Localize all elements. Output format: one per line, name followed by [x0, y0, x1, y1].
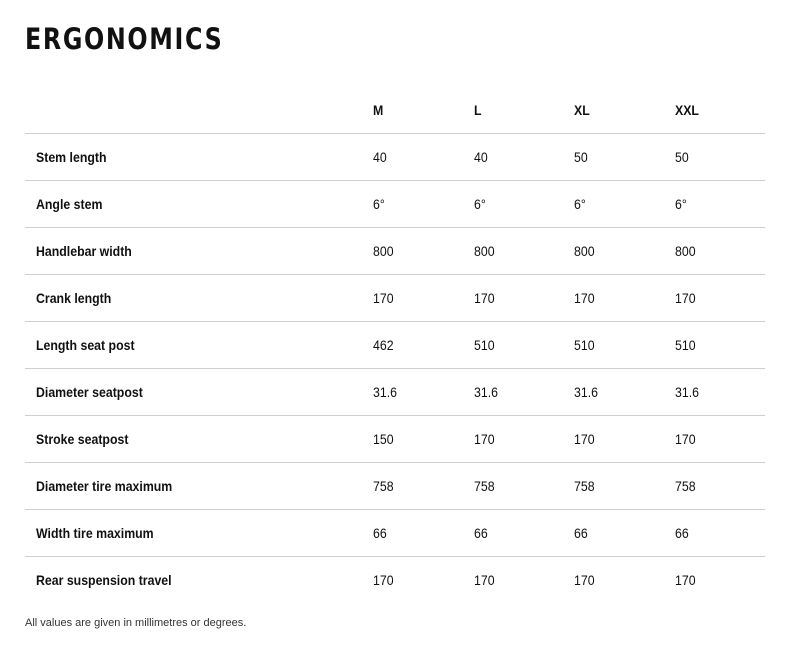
column-header-text: L	[473, 102, 482, 118]
cell-value: 6°	[674, 196, 687, 212]
cell-value: 170	[674, 431, 696, 447]
cell-value: 50	[674, 149, 689, 165]
cell-value: 40	[473, 149, 488, 165]
table-body	[25, 134, 765, 604]
cell-value: 170	[574, 290, 595, 306]
row-label-text: Diameter seatpost	[36, 384, 143, 400]
table-cell	[574, 275, 675, 322]
row-label-text: Diameter tire maximum	[36, 478, 173, 494]
cell-value: 31.6	[674, 384, 699, 400]
cell-value: 31.6	[373, 384, 397, 400]
table-cell	[675, 228, 766, 275]
cell-value: 6°	[473, 196, 486, 212]
column-header-xl	[574, 87, 675, 134]
cell-value: 758	[473, 478, 495, 494]
table-cell	[474, 463, 575, 510]
cell-value: 170	[674, 572, 696, 588]
row-label	[25, 557, 373, 604]
table-cell	[474, 322, 575, 369]
table-cell	[574, 322, 675, 369]
cell-value: 800	[473, 243, 495, 259]
row-label	[25, 228, 373, 275]
cell-value: 66	[473, 525, 488, 541]
table-cell	[675, 416, 766, 463]
cell-value: 170	[373, 572, 394, 588]
cell-value: 800	[373, 243, 394, 259]
cell-value: 758	[574, 478, 595, 494]
table-cell	[574, 510, 675, 557]
column-header-l	[474, 87, 575, 134]
cell-value: 31.6	[574, 384, 598, 400]
cell-value: 170	[473, 431, 495, 447]
row-label	[25, 181, 373, 228]
table-row	[25, 181, 765, 228]
cell-value: 66	[674, 525, 689, 541]
table-cell	[474, 181, 575, 228]
table-cell	[675, 463, 766, 510]
row-label-text: Stem length	[36, 149, 107, 165]
table-cell	[675, 134, 766, 181]
table-cell	[675, 369, 766, 416]
row-label	[25, 416, 373, 463]
header-row	[25, 87, 765, 134]
table-row	[25, 228, 765, 275]
cell-value: 758	[373, 478, 394, 494]
table-cell	[474, 510, 575, 557]
table-row	[25, 510, 765, 557]
table-cell	[675, 557, 766, 604]
footnote: All values are given in millimetres or degrees.	[25, 617, 247, 629]
table-row	[25, 369, 765, 416]
cell-value: 170	[373, 290, 394, 306]
row-label-text: Width tire maximum	[36, 525, 154, 541]
table-cell	[675, 275, 766, 322]
row-label	[25, 510, 373, 557]
column-header-xxl	[675, 87, 766, 134]
table-cell	[574, 463, 675, 510]
table-cell	[373, 463, 474, 510]
table-cell	[574, 369, 675, 416]
table-cell	[474, 416, 575, 463]
table-cell	[574, 228, 675, 275]
table-cell	[675, 322, 766, 369]
table-cell	[373, 557, 474, 604]
table-row	[25, 275, 765, 322]
table-cell	[474, 275, 575, 322]
table-cell	[373, 228, 474, 275]
table-cell	[574, 557, 675, 604]
table-row	[25, 463, 765, 510]
row-label	[25, 322, 373, 369]
cell-value: 6°	[373, 196, 385, 212]
cell-value: 510	[574, 337, 595, 353]
table-cell	[373, 369, 474, 416]
table-cell	[474, 134, 575, 181]
row-label	[25, 463, 373, 510]
table-cell	[574, 134, 675, 181]
row-label-text: Crank length	[36, 290, 112, 306]
cell-value: 170	[574, 431, 595, 447]
cell-value: 510	[473, 337, 495, 353]
table-cell	[474, 557, 575, 604]
cell-value: 170	[473, 290, 495, 306]
row-label-text: Handlebar width	[36, 243, 132, 259]
table-cell	[574, 181, 675, 228]
column-header-text: XL	[574, 102, 590, 118]
cell-value: 800	[674, 243, 696, 259]
table-cell	[574, 416, 675, 463]
cell-value: 510	[674, 337, 696, 353]
column-header-m	[373, 87, 474, 134]
table-header	[25, 87, 765, 134]
cell-value: 31.6	[473, 384, 498, 400]
table-cell	[675, 510, 766, 557]
cell-value: 150	[373, 431, 394, 447]
column-header-text: M	[373, 102, 384, 118]
table-row	[25, 134, 765, 181]
cell-value: 170	[574, 572, 595, 588]
cell-value: 40	[373, 149, 387, 165]
table-cell	[474, 228, 575, 275]
cell-value: 50	[574, 149, 588, 165]
cell-value: 800	[574, 243, 595, 259]
row-label-text: Length seat post	[36, 337, 135, 353]
row-label	[25, 134, 373, 181]
row-label-text: Rear suspension travel	[36, 572, 172, 588]
table-cell	[373, 416, 474, 463]
table-cell	[373, 322, 474, 369]
table-cell	[373, 181, 474, 228]
table-row	[25, 416, 765, 463]
cell-value: 758	[674, 478, 696, 494]
cell-value: 170	[473, 572, 495, 588]
section-title: ERGONOMICS	[25, 22, 224, 56]
ergonomics-table	[25, 87, 765, 603]
row-label	[25, 275, 373, 322]
table-cell	[675, 181, 766, 228]
cell-value: 66	[373, 525, 387, 541]
row-label-text: Stroke seatpost	[36, 431, 129, 447]
table-cell	[373, 510, 474, 557]
table-cell	[373, 275, 474, 322]
cell-value: 462	[373, 337, 394, 353]
table-cell	[474, 369, 575, 416]
cell-value: 6°	[574, 196, 586, 212]
cell-value: 170	[674, 290, 696, 306]
cell-value: 66	[574, 525, 588, 541]
table-row	[25, 557, 765, 604]
column-header-text: XXL	[674, 102, 699, 118]
table-row	[25, 322, 765, 369]
table-cell	[373, 134, 474, 181]
row-label	[25, 369, 373, 416]
header-label-cell	[25, 87, 373, 134]
row-label-text: Angle stem	[36, 196, 103, 212]
